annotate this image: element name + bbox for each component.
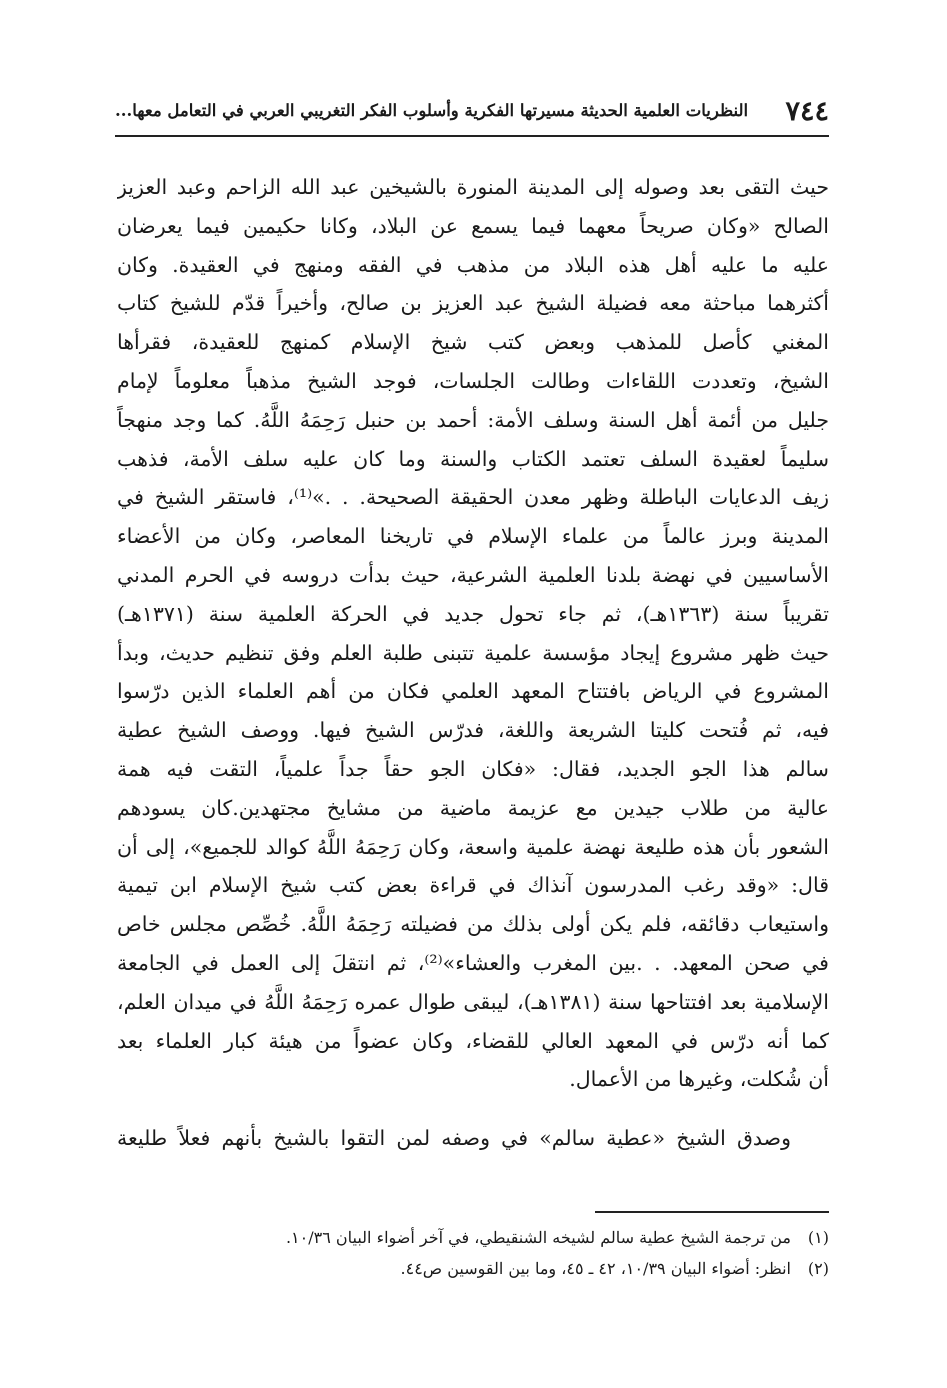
text-line: عالية من طلاب جيدين مع عزيمة ماضية من مشايخ مجتهدين.كان يسودهم <box>117 795 829 820</box>
page-header <box>115 92 829 134</box>
text-line: الشيخ، وتعددت اللقاءات وطالت الجلسات، فوجد الشيخ مذهباً معلوماً لإمام <box>117 368 829 393</box>
text-line: عليه ما عليه أهل هذه البلاد من مذهب في الفقه ومنهج في العقيدة. وكان <box>117 252 829 277</box>
footnotes <box>117 1222 829 1284</box>
text-line: الأساسيين في نهضة بلدنا العلمية الشرعية، حيث بدأت دروسه في الحرم المدني <box>117 562 829 587</box>
footnote-text: من ترجمة الشيخ عطية سالم لشيخه الشنقيطي، في آخر أضواء البيان ١٠/٣٦. <box>285 1228 791 1247</box>
paragraph-gap <box>117 1099 829 1119</box>
text-line: الإسلامية بعد افتتاحها سنة (١٣٨١هـ)، ليبقى طوال عمره رَحِمَهُ اللَّهُ في ميدان العلم، <box>117 989 829 1014</box>
footnote-number: (١) <box>807 1228 829 1247</box>
text-line: كما أنه درّس في المعهد العالي للقضاء، وكان عضواً من هيئة كبار العلماء بعد <box>117 1028 829 1053</box>
footnote-rule <box>595 1211 829 1213</box>
text-line: أكثرهما مباحثة معه فضيلة الشيخ عبد العزيز بن صالح، وأخيراً قدّم للشيخ كتاب <box>117 291 829 316</box>
text-line: المغني كأصل للمذهب وبعض كتب شيخ الإسلام كمنهج للعقيدة، فقرأها <box>117 330 829 355</box>
text-line: المدينة وبرز عالماً من علماء الإسلام في تاريخنا المعاصر، وكان من الأعضاء <box>117 524 829 549</box>
text-line: سليماً لعقيدة السلف تعتمد الكتاب والسنة وما كان عليه سلف الأمة، فذهب <box>117 446 829 471</box>
body-text <box>117 168 829 1158</box>
text-line: تقريباً سنة (١٣٦٣هـ)، ثم جاء تحول جديد في الحركة العلمية سنة (١٣٧١هـ) <box>117 601 829 626</box>
text-line: المشروع في الرياض بافتتاح المعهد العلمي فكان من أهم العلماء الذين درّسوا <box>117 679 829 704</box>
footnote <box>117 1222 829 1253</box>
text-line: فيه، ثم فُتحت كليتا الشريعة واللغة، فدرّس الشيخ فيها. ووصف الشيخ عطية <box>117 718 829 743</box>
text-line: حيث التقى بعد وصوله إلى المدينة المنورة بالشيخين عبد الله الزاحم وعبد العزيز <box>117 175 829 199</box>
running-title: النظريات العلمية الحديثة مسيرتها الفكرية وأسلوب الفكر التغريبي العربي في التعامل معها... <box>115 101 749 120</box>
text-line: زيف الدعايات الباطلة وظهر معدن الحقيقة الصحيحة. . .»⁽¹⁾، فاستقر الشيخ في <box>117 485 829 510</box>
text-line: سالم هذا الجو الجديد، فقال: «فكان الجو حقاً جداً علمياً، التقت فيه همة <box>117 756 829 781</box>
text-line: في صحن المعهد. . .بين المغرب والعشاء»⁽²⁾، ثم انتقلَ إلى العمل في الجامعة <box>117 950 829 975</box>
page-number: ٧٤٤ <box>785 96 829 127</box>
text-line: أن شُكلت، وغيرها من الأعمال. <box>569 1067 829 1092</box>
footnote-text: انظر: أضواء البيان ١٠/٣٩، ٤٢ ـ ٤٥، وما بين القوسين ص٤٤. <box>400 1259 791 1278</box>
text-line: وصدق الشيخ «عطية سالم» في وصفه لمن التقوا بالشيخ بأنهم فعلاً طليعة <box>117 1126 791 1151</box>
text-line: قال: «وقد رغب المدرسون آنذاك في قراءة بعض كتب شيخ الإسلام ابن تيمية <box>117 873 829 898</box>
header-rule <box>115 135 829 137</box>
footnote-number: (٢) <box>807 1259 829 1278</box>
paragraph-2 <box>117 1119 829 1158</box>
text-line: الصالح «وكان صريحاً معهما فيما يسمع عن البلاد، وكانا حكيمين فيما يعرضان <box>117 213 829 238</box>
text-line: الشعور بأن هذه طليعة نهضة علمية واسعة، وكان رَحِمَهُ اللَّهُ كوالد للجميع»، إلى أن <box>117 834 829 859</box>
text-line: جليل من أئمة أهل السنة وسلف الأمة: أحمد بن حنبل رَحِمَهُ اللَّهُ. كما وجد منهجاً <box>117 407 829 432</box>
text-line: حيث ظهر مشروع إيجاد مؤسسة علمية تتبنى طلبة العلم وفق تنظيم حديث، وبدأ <box>117 640 829 665</box>
paragraph-1 <box>117 168 829 1099</box>
text-line: واستيعاب دقائقه، فلم يكن أولى بذلك من فضيلته رَحِمَهُ اللَّهُ. خُصِّص مجلس خاص <box>117 912 829 937</box>
footnote <box>117 1253 829 1284</box>
